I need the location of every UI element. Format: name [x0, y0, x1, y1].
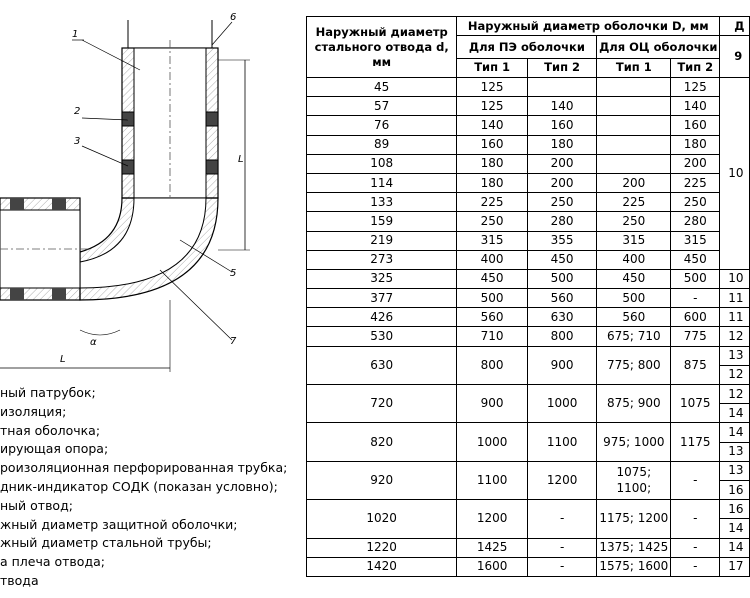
cell-right: 14	[720, 404, 750, 423]
table-row	[307, 289, 750, 308]
legend-item: тная оболочка;	[0, 422, 101, 438]
cell-oc1	[597, 97, 671, 116]
cell-oc2: 875	[671, 346, 720, 384]
cell-oc1: 450	[597, 269, 671, 288]
legend	[0, 384, 310, 591]
cell-d: 76	[307, 116, 457, 135]
callout-7	[160, 270, 237, 347]
cell-pe2: 560	[527, 289, 597, 308]
elbow-inner	[80, 198, 206, 288]
cell-d: 108	[307, 154, 457, 173]
header-right: Д	[720, 17, 750, 36]
legend-item: дник-индикатор СОДК (показан условно);	[0, 478, 278, 494]
cell-right: 11	[720, 308, 750, 327]
cell-pe1: 250	[457, 212, 527, 231]
cell-d: 1020	[307, 500, 457, 538]
cell-pe2: 355	[527, 231, 597, 250]
cell-oc2: 280	[671, 212, 720, 231]
cell-d: 377	[307, 289, 457, 308]
cell-right: 12	[720, 327, 750, 346]
header-oc-shell: Для ОЦ оболочки	[597, 36, 720, 59]
legend-item: а плеча отвода;	[0, 554, 105, 570]
cell-oc2: 180	[671, 135, 720, 154]
legend-item: изоляция;	[0, 403, 67, 419]
cell-d: 219	[307, 231, 457, 250]
cell-right: 16	[720, 500, 750, 519]
cell-pe2: 280	[527, 212, 597, 231]
cell-pe2: -	[527, 500, 597, 538]
header-pe-shell: Для ПЭ оболочки	[457, 36, 597, 59]
cell-pe2: 1200	[527, 461, 597, 499]
cell-pe1: 125	[457, 97, 527, 116]
cell-d: 720	[307, 385, 457, 423]
spec-table	[306, 16, 750, 577]
cell-oc1: 975; 1000	[597, 423, 671, 461]
svg-text:5: 5	[230, 268, 237, 279]
table-row	[307, 116, 750, 135]
support-block	[10, 288, 24, 300]
cell-oc1: 560	[597, 308, 671, 327]
cell-right: 11	[720, 289, 750, 308]
cell-pe1: 1100	[457, 461, 527, 499]
table-row	[307, 135, 750, 154]
support-block	[10, 198, 24, 210]
legend-item: ный патрубок;	[0, 385, 96, 400]
cell-pe2: 180	[527, 135, 597, 154]
cell-pe2: 200	[527, 173, 597, 192]
cell-oc1	[597, 116, 671, 135]
cell-pe2: 630	[527, 308, 597, 327]
cell-d: 273	[307, 250, 457, 269]
cell-pe1: 710	[457, 327, 527, 346]
cell-oc1	[597, 135, 671, 154]
callout-6	[212, 12, 236, 45]
cell-right: 12	[720, 385, 750, 404]
cell-oc1: 1575; 1600	[597, 557, 671, 576]
cell-oc2: 140	[671, 97, 720, 116]
legend-item: ный отвод;	[0, 497, 73, 513]
cell-right: 17	[720, 557, 750, 576]
cell-oc1: 225	[597, 193, 671, 212]
table-row	[307, 308, 750, 327]
cell-d: 530	[307, 327, 457, 346]
cell-pe1: 1425	[457, 538, 527, 557]
cell-pe2: 160	[527, 116, 597, 135]
cell-right: 16	[720, 480, 750, 499]
cell-d: 114	[307, 173, 457, 192]
cell-oc1	[597, 78, 671, 97]
header-shell-diameter: Наружный диаметр оболочки D, мм	[457, 17, 720, 36]
cell-pe2: 200	[527, 154, 597, 173]
header-oc-type2: Тип 2	[671, 58, 720, 77]
cell-oc1: 675; 710	[597, 327, 671, 346]
cell-d: 630	[307, 346, 457, 384]
cell-right: 13	[720, 461, 750, 480]
cell-oc1: 1375; 1425	[597, 538, 671, 557]
cell-pe2: -	[527, 538, 597, 557]
cell-oc2: 1075	[671, 385, 720, 423]
cell-oc2: 1175	[671, 423, 720, 461]
legend-item: жный диаметр защитной оболочки;	[0, 516, 238, 532]
cell-oc2: 500	[671, 269, 720, 288]
table-row	[307, 346, 750, 365]
cell-d: 920	[307, 461, 457, 499]
cell-oc2: 775	[671, 327, 720, 346]
pipe-bend-drawing	[0, 0, 310, 380]
cell-oc2: 125	[671, 78, 720, 97]
cell-pe1: 180	[457, 173, 527, 192]
cell-oc2: -	[671, 538, 720, 557]
cell-oc1: 1175; 1200	[597, 500, 671, 538]
table-row	[307, 423, 750, 442]
cell-oc2: -	[671, 500, 720, 538]
cell-oc1: 875; 900	[597, 385, 671, 423]
cell-pe2: 900	[527, 346, 597, 384]
cell-d: 325	[307, 269, 457, 288]
table-row	[307, 269, 750, 288]
table-row	[307, 500, 750, 519]
cell-oc1: 1075; 1100;	[597, 461, 671, 499]
cell-d: 1220	[307, 538, 457, 557]
support-block	[206, 160, 218, 174]
angle-label: α	[90, 337, 97, 348]
cell-pe2: 1100	[527, 423, 597, 461]
svg-text:3: 3	[74, 136, 81, 147]
cell-right: 13	[720, 442, 750, 461]
cell-d: 57	[307, 97, 457, 116]
table-row	[307, 78, 750, 97]
cell-pe1: 560	[457, 308, 527, 327]
cell-pe2: 1000	[527, 385, 597, 423]
cell-oc2: 160	[671, 116, 720, 135]
dim-l-horizontal-label: L	[60, 354, 66, 365]
cell-oc1: 500	[597, 289, 671, 308]
cell-pe1: 900	[457, 385, 527, 423]
header-pe-type1: Тип 1	[457, 58, 527, 77]
table-row	[307, 212, 750, 231]
cell-d: 1420	[307, 557, 457, 576]
cell-oc1	[597, 154, 671, 173]
cell-pe1: 400	[457, 250, 527, 269]
cell-d: 89	[307, 135, 457, 154]
cell-right: 13	[720, 346, 750, 365]
table-row	[307, 327, 750, 346]
cell-oc2: -	[671, 461, 720, 499]
cell-right: 14	[720, 423, 750, 442]
svg-text:1: 1	[72, 29, 79, 40]
cell-oc1: 200	[597, 173, 671, 192]
callout-2	[74, 106, 128, 120]
cell-pe2: -	[527, 557, 597, 576]
table-row	[307, 557, 750, 576]
header-right-sub: 9	[720, 36, 750, 78]
cell-pe2: 450	[527, 250, 597, 269]
table-row	[307, 173, 750, 192]
legend-item: ирующая опора;	[0, 441, 109, 457]
cell-oc2: 600	[671, 308, 720, 327]
cell-pe2: 500	[527, 269, 597, 288]
cell-oc2: -	[671, 557, 720, 576]
cell-pe1: 180	[457, 154, 527, 173]
cell-pe1: 140	[457, 116, 527, 135]
cell-pe2: 250	[527, 193, 597, 212]
dim-l-vertical-label: L	[238, 154, 244, 165]
table-row	[307, 385, 750, 404]
table-row	[307, 250, 750, 269]
support-block	[52, 288, 66, 300]
cell-pe1: 1000	[457, 423, 527, 461]
cell-pe1: 450	[457, 269, 527, 288]
cell-pe2: 140	[527, 97, 597, 116]
cell-d: 159	[307, 212, 457, 231]
cell-pe1: 800	[457, 346, 527, 384]
cell-oc2: 315	[671, 231, 720, 250]
cell-oc2: 200	[671, 154, 720, 173]
cell-pe2: 800	[527, 327, 597, 346]
cell-pe1: 225	[457, 193, 527, 212]
cell-right: 14	[720, 538, 750, 557]
cell-oc1: 775; 800	[597, 346, 671, 384]
cell-pe1: 125	[457, 78, 527, 97]
cell-right: 10	[720, 269, 750, 288]
svg-text:2: 2	[74, 106, 81, 117]
table-row	[307, 97, 750, 116]
support-block	[206, 112, 218, 126]
cell-pe1: 1600	[457, 557, 527, 576]
header-steel-diameter: Наружный диаметр стального отвода d, мм	[307, 17, 457, 78]
support-block	[122, 112, 134, 126]
cell-oc1: 250	[597, 212, 671, 231]
legend-item: роизоляционная перфорированная трубка;	[0, 460, 288, 476]
callout-3	[74, 136, 128, 166]
svg-text:6: 6	[230, 12, 237, 23]
cell-pe1: 500	[457, 289, 527, 308]
table-row	[307, 461, 750, 480]
legend-item: твода	[0, 572, 39, 588]
cell-oc2: 225	[671, 173, 720, 192]
cell-pe2	[527, 78, 597, 97]
cell-d: 820	[307, 423, 457, 461]
support-block	[122, 160, 134, 174]
support-block	[52, 198, 66, 210]
cell-oc1: 400	[597, 250, 671, 269]
table-row	[307, 193, 750, 212]
table-row	[307, 154, 750, 173]
cell-oc2: -	[671, 289, 720, 308]
cell-d: 426	[307, 308, 457, 327]
cell-oc1: 315	[597, 231, 671, 250]
cell-oc2: 450	[671, 250, 720, 269]
cell-right: 12	[720, 365, 750, 384]
header-pe-type2: Тип 2	[527, 58, 597, 77]
cell-oc2: 250	[671, 193, 720, 212]
header-oc-type1: Тип 1	[597, 58, 671, 77]
svg-text:7: 7	[230, 336, 237, 347]
legend-item: жный диаметр стальной трубы;	[0, 535, 212, 551]
cell-pe1: 1200	[457, 500, 527, 538]
table-row	[307, 538, 750, 557]
cell-d: 45	[307, 78, 457, 97]
cell-right: 14	[720, 519, 750, 538]
cell-d: 133	[307, 193, 457, 212]
table-row	[307, 231, 750, 250]
cell-right: 10	[720, 78, 750, 270]
cell-pe1: 315	[457, 231, 527, 250]
cell-pe1: 160	[457, 135, 527, 154]
